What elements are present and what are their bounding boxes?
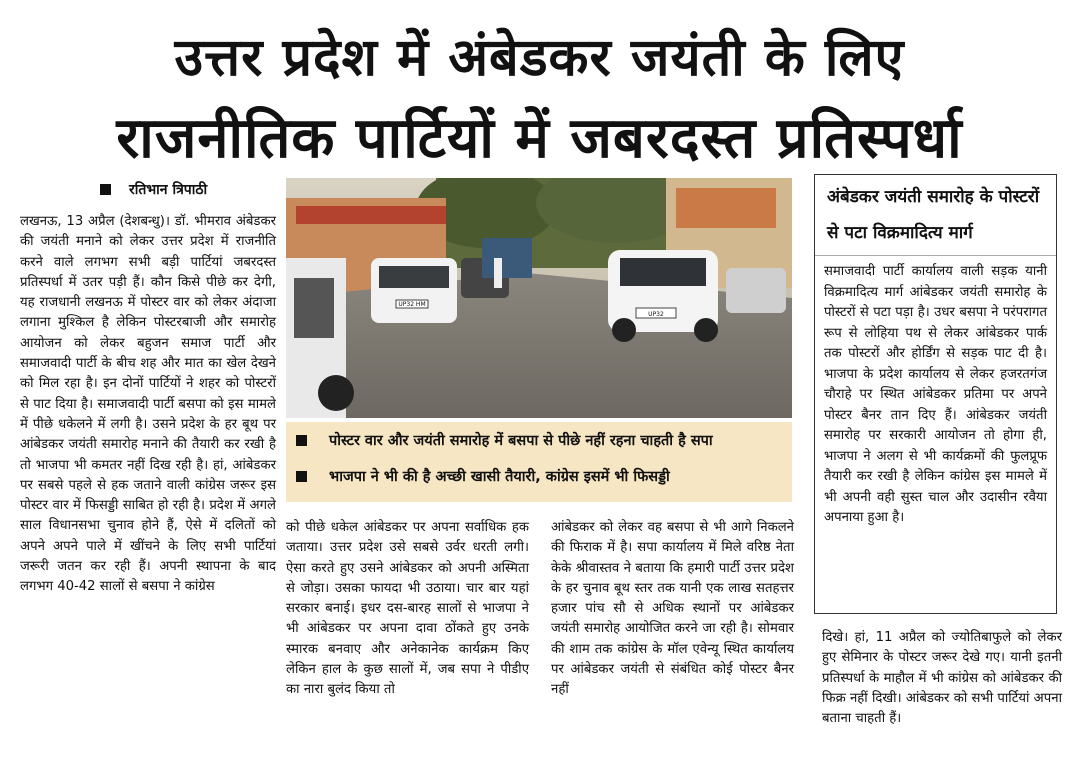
highlight-text-2: भाजपा ने भी की है अच्छी खासी तैयारी, कांग्रेस इसमें भी फिसड्डी (329, 469, 670, 485)
bullet-square-icon (296, 471, 307, 482)
headline-line-1: उत्तर प्रदेश में अंबेडकर जयंती के लिए (174, 28, 905, 88)
plate-text-2: UP32 (648, 311, 664, 318)
bullet-square-icon (100, 184, 111, 195)
author-name: रतिभान त्रिपाठी (129, 182, 208, 198)
street-photo (286, 178, 792, 418)
article-column-1: लखनऊ, 13 अप्रैल (देशबन्धु)। डॉ. भीमराव अंबेडकर की जयंती मनाने को लेकर उत्तर प्रदेश में राजनीति करने वाले लगभग सभी बड़ी पार्टियां जबरदस्त प्रतिस्पर्धा में उतर पड़ी हैं। कौन किसे पीछे कर देगी, यह राजधानी लखनऊ में पोस्टर वार को लेकर अंदाजा लगाना मुश्किल है लेकिन पोस्टरबाजी और समारोह आयोजन को लेकर बहुजन समाज पार्टी और समाजवादी पार्टी के बीच शह और मात का खेल देखने को मिल रहा है। इन दोनों पार्टियों ने शहर को पोस्टरों से पाट दिया है। समाजवादी पार्टी बसपा को इस मामले में पीछे धकेलने में लगी है। उसने प्रदेश के हर बूथ पर आंबेडकर जयंती समारोह मनाने की तैयारी कर रखी है तो भाजपा भी कमतर नहीं दिख रही है। हां, आंबेडकर पर सबसे पहले से हक जताने वाली कांग्रेस जरूर इस पोस्टर वार में फिसड्डी साबित हो रही है। प्रदेश में अगले साल विधानसभा चुनाव होने हैं, ऐसे में दलितों को अपने अपने पाले में खींचने के लिए सभी पार्टियां जरूरी जतन कर रही हैं। अपनी स्थापना के बाद लगभग 40-42 सालों से बसपा ने कांग्रेस (20, 214, 276, 595)
bullet-square-icon (296, 435, 307, 446)
byline (100, 180, 207, 199)
highlight-item (286, 422, 792, 458)
sidebar-title: अंबेडकर जयंती समारोह के पोस्टरों से पटा विक्रमादित्य मार्ग (815, 175, 1056, 256)
sidebar-body: समाजवादी पार्टी कार्यालय वाली सड़क यानी विक्रमादित्य मार्ग आंबेडकर जयंती समारोह के पोस्टरों से पटा पड़ा है। उधर बसपा ने परंपरागत रूप से लोहिया पथ से लेकर आंबेडकर पार्क तक पोस्टरों और होर्डिंग से सड़क पाट दी है। भाजपा के प्रदेश कार्यालय से लेकर हजरतगंज चौराहे पर स्थित आंबेडकर प्रतिमा पर अपने पोस्टर बैनर तान दिए हैं। आंबेडकर जयंती समारोह पर सरकारी आयोजन तो होगा ही, भाजपा ने अलग से भी कार्यक्रमों की फुलप्रूफ तैयारी कर रखी है लेकिन कांग्रेस इस मामले में भी अपनी वही सुस्त चाल और उदासीन रवैया अपनाया हुआ है। (824, 264, 1047, 525)
article-column-4: दिखे। हां, 11 अप्रैल को ज्योतिबाफुले को लेकर हुए सेमिनार के पोस्टर जरूर देखे गए। यानी इतनी प्रतिस्पर्धा के माहौल में भी कांग्रेस को आंबेडकर की फिक्र नहीं दिखी। आंबेडकर को सभी पार्टियां अपना बताना चाहती हैं। (822, 630, 1062, 727)
street-scene-image (286, 178, 792, 418)
article-column-2: को पीछे धकेल आंबेडकर पर अपना सर्वाधिक हक जताया। उत्तर प्रदेश उसे सबसे उर्वर धरती लगी। ऐसा करते हुए उसने आंबेडकर को अपनी अस्मिता से जोड़ा। उसका फायदा भी उठाया। चार बार यहां सरकार बनाई। इधर दस-बारह सालों से भाजपा ने भी आंबेडकर पर अपना दावा ठोंकते हुए उनके स्मारक बनवाए और अनेकानेक कार्यक्रम किए लेकिन हाल के कुछ सालों में, जब सपा ने पीडीए का नारा बुलंद किया तो (286, 520, 529, 698)
plate-text-1: UP32 HM (398, 301, 426, 308)
article-column-3: आंबेडकर को लेकर वह बसपा से भी आगे निकलने की फिराक में है। सपा कार्यालय में मिले वरिष्ठ नेता केके श्रीवास्तव ने बताया कि हमारी पार्टी उत्तर प्रदेश के हर चुनाव बूथ स्तर तक यानी एक लाख सतहत्तर हजार पांच सौ से अधिक स्थानों पर आंबेडकर जयंती समारोह आयोजित करने जा रही है। सोमवार की शाम तक कांग्रेस के मॉल एवेन्यू स्थित कार्यालय पर आंबेडकर जयंती से संबंधित कोई पोस्टर बैनर नहीं (551, 520, 794, 698)
highlight-item (286, 458, 792, 494)
sidebar-box (814, 174, 1057, 614)
highlight-text-1: पोस्टर वार और जयंती समारोह में बसपा से पीछे नहीं रहना चाहती है सपा (329, 433, 713, 449)
highlights-box (286, 422, 792, 502)
headline-line-2: राजनीतिक पार्टियों में जबरदस्त प्रतिस्पर्धा (116, 106, 963, 171)
